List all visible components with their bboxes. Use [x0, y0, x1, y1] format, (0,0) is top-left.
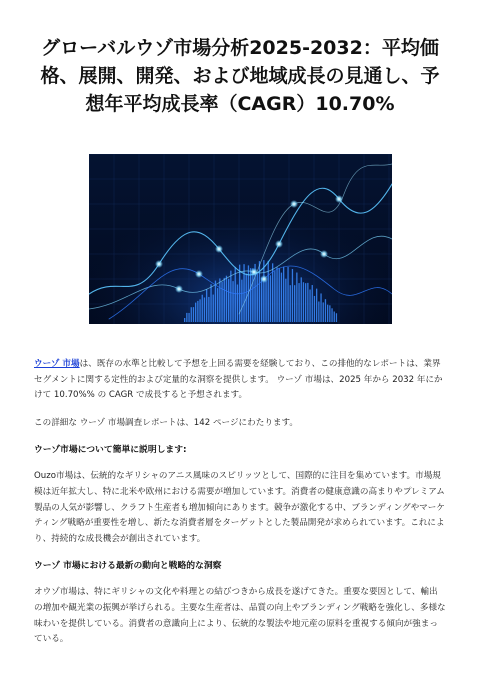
document-title: グローバルウゾ市場分析2025-2032：平均価格、展開、開発、および地域成長の見通し、予想年平均成長率（CAGR）10.70%	[40, 37, 440, 115]
decorative-bar	[261, 278, 262, 322]
decorative-bar	[287, 267, 288, 322]
decorative-glow-dot	[155, 260, 163, 268]
decorative-bar	[285, 279, 286, 322]
decorative-bar	[280, 273, 281, 322]
decorative-bar	[269, 275, 270, 322]
decorative-bar	[329, 305, 330, 322]
decorative-bar	[320, 293, 321, 322]
section-heading-overview: ウーゾ市場について簡単に説明します:	[34, 445, 187, 456]
decorative-bar	[309, 290, 310, 322]
decorative-bar	[190, 307, 191, 322]
decorative-bar	[300, 277, 301, 322]
decorative-glow-dot	[175, 285, 183, 293]
decorative-bar	[206, 289, 207, 322]
decorative-bar	[318, 301, 319, 322]
decorative-bar	[212, 295, 213, 322]
decorative-bar	[214, 281, 215, 322]
decorative-bar	[311, 285, 312, 322]
decorative-glow-dot	[275, 240, 283, 248]
decorative-bar	[265, 280, 266, 322]
decorative-bar	[302, 282, 303, 322]
pages-note: この詳細な ウーゾ 市場調査レポートは、142 ページにわたります。	[34, 417, 299, 428]
decorative-bar	[186, 313, 187, 322]
decorative-bar	[305, 283, 306, 322]
financial-chart-illustration	[89, 154, 392, 324]
decorative-bar	[195, 303, 196, 322]
decorative-bar	[228, 279, 229, 322]
decorative-bar	[313, 296, 314, 322]
decorative-bar	[333, 312, 334, 322]
decorative-bar	[294, 285, 295, 322]
section-body-trends: オウゾ市場は、特にギリシャの文化や料理との結びつきから成長を遂げてきた。重要な要因として、輸出の増加や観光業の振興が挙げられる。主要な生産者は、品質の向上やブランディング戦略を強化し、多様な味わいを提供している。消費者の意識向上により、伝統的な製法や地元産の原料を重視する傾向が強まっている。	[34, 587, 446, 645]
section-heading-trends: ウーゾ 市場における最新の動向と戦略的な洞察	[34, 561, 222, 572]
decorative-glow-dot	[290, 200, 298, 208]
decorative-bar	[298, 283, 299, 322]
decorative-bar	[192, 307, 193, 322]
decorative-bar	[201, 295, 202, 322]
decorative-bar	[234, 267, 235, 322]
decorative-glow-dot	[260, 275, 268, 283]
decorative-bar	[296, 273, 297, 322]
decorative-bar	[291, 269, 292, 322]
section-body-overview: Ouzo市場は、伝統的なギリシャのアニス風味のスピリッツとして、国際的に注目を集めています。市場規模は近年拡大し、特に北米や欧州における需要が増加しています。消費者の健康意識の高まりやプレミアム製品の人気が影響し、クラフト生産者も増加傾向にあります。競争が激化する中、ブランディングやマーケティング戦略が重要性を増し、新たな消費者層をターゲットとした製品開発が求められています。これにより、持続的な成長機会が創出されています。	[34, 471, 445, 544]
decorative-bar	[203, 297, 204, 322]
decorative-bar	[250, 268, 251, 322]
decorative-bar	[307, 283, 308, 322]
decorative-bar	[197, 301, 198, 322]
decorative-bar	[331, 308, 332, 322]
decorative-bar	[276, 267, 277, 322]
decorative-bar	[278, 268, 279, 322]
decorative-bar	[263, 260, 264, 322]
decorative-bar	[230, 271, 231, 322]
decorative-bar	[223, 278, 224, 322]
decorative-bar	[184, 318, 185, 322]
decorative-bar	[221, 282, 222, 322]
decorative-bar	[210, 284, 211, 322]
decorative-bar	[322, 302, 323, 322]
decorative-bar	[256, 272, 257, 322]
decorative-glow-dot	[195, 270, 203, 278]
decorative-bar	[236, 284, 237, 322]
decorative-bar	[208, 297, 209, 322]
decorative-glow-dot	[335, 195, 343, 203]
decorative-bar	[335, 313, 336, 322]
decorative-bar	[199, 299, 200, 322]
decorative-glow-dot	[320, 250, 328, 258]
decorative-bar	[289, 285, 290, 322]
intro-paragraph	[34, 357, 446, 404]
decorative-bar	[267, 261, 268, 322]
decorative-bar	[324, 299, 325, 322]
market-report-link[interactable]: ウーゾ 市場	[34, 359, 80, 369]
decorative-bar	[283, 267, 284, 322]
decorative-bar	[274, 271, 275, 322]
decorative-glow-dot	[215, 245, 223, 253]
intro-text: は、既存の水準と比較して予想を上回る需要を経験しており、この排他的なレポートは、業界セグメントに関する定性的および定量的な洞察を提供します。 ウーゾ 市場は、2025 年から 2032 年にかけて 10.70%% の CAGR で成長すると予想されます。	[34, 359, 443, 401]
decorative-bar	[188, 313, 189, 322]
decorative-bar	[217, 288, 218, 322]
decorative-bar	[232, 281, 233, 322]
decorative-glow-dot	[250, 268, 258, 276]
decorative-bar	[241, 280, 242, 322]
decorative-bar	[219, 278, 220, 322]
decorative-bar	[225, 276, 226, 322]
decorative-bar	[316, 289, 317, 322]
decorative-bar	[252, 268, 253, 322]
decorative-bar	[327, 305, 328, 322]
